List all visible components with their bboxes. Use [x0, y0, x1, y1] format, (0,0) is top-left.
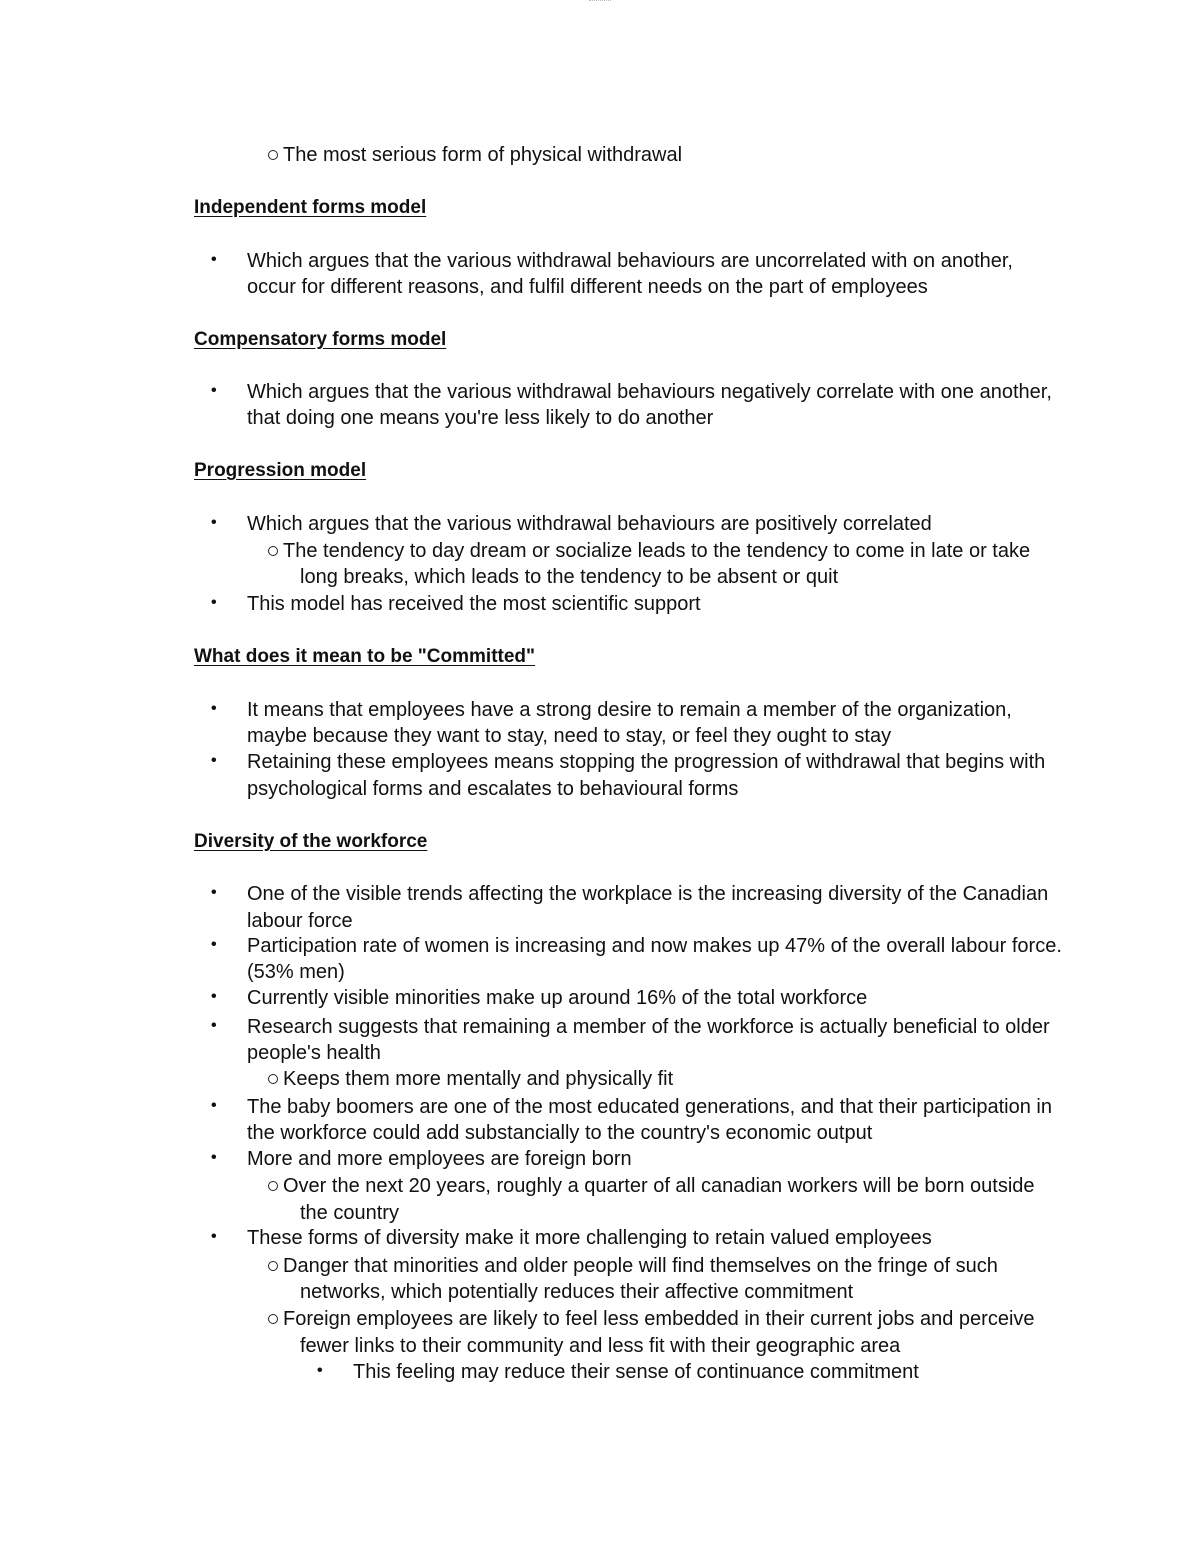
list-item-text: Danger that minorities and older people will find themselves on the fringe of such: [283, 1255, 998, 1277]
section-heading-diversity: Diversity of the workforce: [194, 831, 428, 852]
list-item-text: long breaks, which leads to the tendency to be absent or quit: [300, 566, 839, 588]
bullet-icon: •: [211, 884, 217, 901]
header-mark: [589, 0, 611, 4]
list-item-text: Which argues that the various withdrawal behaviours are uncorrelated with on another,: [247, 250, 1013, 272]
list-item-text: The most serious form of physical withdrawal: [283, 144, 683, 166]
list-item-text: Currently visible minorities make up around 16% of the total workforce: [247, 987, 868, 1009]
bullet-icon: •: [211, 514, 217, 531]
circle-bullet-icon: [268, 546, 278, 556]
list-item-text: maybe because they want to stay, need to stay, or feel they ought to stay: [247, 725, 892, 747]
list-item-text: Which argues that the various withdrawal behaviours are positively correlated: [247, 513, 932, 535]
list-item-text: Research suggests that remaining a member of the workforce is actually beneficial to older: [247, 1016, 1050, 1038]
list-item-text: the workforce could add substancially to the country's economic output: [247, 1122, 873, 1144]
bullet-icon: •: [317, 1362, 323, 1379]
list-item-text: The tendency to day dream or socialize leads to the tendency to come in late or take: [283, 540, 1031, 562]
list-item-text: More and more employees are foreign born: [247, 1148, 632, 1170]
list-item-text: This model has received the most scientific support: [247, 593, 701, 615]
list-item-text: Keeps them more mentally and physically fit: [283, 1068, 674, 1090]
bullet-icon: •: [211, 1097, 217, 1114]
list-item-text: networks, which potentially reduces their affective commitment: [300, 1281, 854, 1303]
list-item-text: fewer links to their community and less fit with their geographic area: [300, 1335, 901, 1357]
list-item-text: These forms of diversity make it more challenging to retain valued employees: [247, 1227, 932, 1249]
list-item: [268, 538, 1030, 564]
list-item: [268, 1253, 998, 1279]
bullet-icon: •: [211, 1149, 217, 1166]
section-heading-committed: What does it mean to be "Committed": [194, 646, 536, 667]
bullet-icon: •: [211, 251, 217, 268]
list-item: [268, 1306, 1035, 1332]
list-item-text: people's health: [247, 1042, 381, 1064]
section-heading-independent: Independent forms model: [194, 197, 427, 218]
bullet-icon: •: [211, 752, 217, 769]
list-item-text: Foreign employees are likely to feel less embedded in their current jobs and perceive: [283, 1308, 1035, 1330]
list-item-text: that doing one means you're less likely to do another: [247, 407, 714, 429]
list-item-text: Which argues that the various withdrawal behaviours negatively correlate with one another,: [247, 381, 1052, 403]
list-item: [268, 1173, 1035, 1199]
list-item: [268, 142, 682, 168]
list-item: [268, 1066, 673, 1092]
list-item-text: Retaining these employees means stopping the progression of withdrawal that begins with: [247, 751, 1046, 773]
list-item-text: It means that employees have a strong desire to remain a member of the organization,: [247, 699, 1012, 721]
bullet-icon: •: [211, 936, 217, 953]
list-item-text: occur for different reasons, and fulfil different needs on the part of employees: [247, 276, 928, 298]
list-item-text: The baby boomers are one of the most educated generations, and that their participation in: [247, 1096, 1052, 1118]
circle-bullet-icon: [268, 1314, 278, 1324]
section-heading-progression: Progression model: [194, 460, 367, 481]
list-item-text: This feeling may reduce their sense of continuance commitment: [353, 1361, 919, 1383]
list-item-text: Over the next 20 years, roughly a quarter of all canadian workers will be born outside: [283, 1175, 1035, 1197]
bullet-icon: •: [211, 1017, 217, 1034]
list-item-text: (53% men): [247, 961, 345, 983]
list-item-text: labour force: [247, 910, 353, 932]
bullet-icon: •: [211, 382, 217, 399]
list-item-text: One of the visible trends affecting the workplace is the increasing diversity of the Canadian: [247, 883, 1049, 905]
circle-bullet-icon: [268, 1181, 278, 1191]
list-item-text: the country: [300, 1202, 399, 1224]
circle-bullet-icon: [268, 150, 278, 160]
list-item-text: psychological forms and escalates to behavioural forms: [247, 778, 739, 800]
list-item-text: Participation rate of women is increasing and now makes up 47% of the overall labour force.: [247, 935, 1062, 957]
bullet-icon: •: [211, 988, 217, 1005]
circle-bullet-icon: [268, 1074, 278, 1084]
bullet-icon: •: [211, 1228, 217, 1245]
bullet-icon: •: [211, 700, 217, 717]
circle-bullet-icon: [268, 1261, 278, 1271]
section-heading-compensatory: Compensatory forms model: [194, 329, 447, 350]
bullet-icon: •: [211, 594, 217, 611]
